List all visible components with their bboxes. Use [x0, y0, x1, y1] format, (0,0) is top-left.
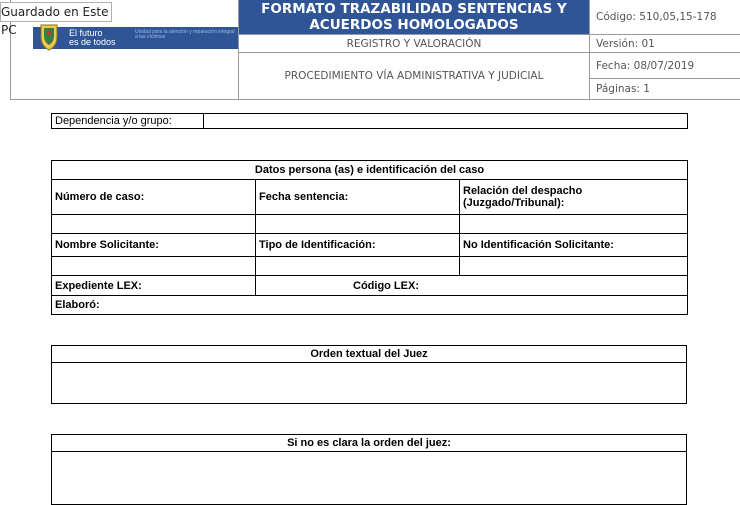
- numero-caso-label: Número de caso:: [52, 180, 256, 214]
- date-cell: Fecha: 08/07/2019: [590, 53, 740, 79]
- document-header: [10, 0, 740, 100]
- orden-no-clara-field[interactable]: [52, 452, 687, 505]
- dependencia-field[interactable]: [204, 114, 688, 129]
- orden-textual-table: [51, 345, 687, 404]
- dependencia-table: [51, 113, 688, 129]
- relacion-despacho-label: Relación del despacho (Juzgado/Tribunal):: [460, 180, 688, 214]
- title-line2: ACUERDOS HOMOLOGADOS: [239, 17, 589, 33]
- dependencia-label: Dependencia y/o grupo:: [52, 114, 204, 129]
- nombre-solicitante-label: Nombre Solicitante:: [52, 233, 256, 256]
- no-identificacion-field[interactable]: [460, 257, 688, 276]
- logo-small-text: Unidad para la atención y reparación integral a las víctimas: [135, 30, 235, 40]
- orden-textual-title: Orden textual del Juez: [52, 346, 687, 363]
- orden-no-clara-table: [51, 434, 687, 505]
- elaboro-label: Elaboró:: [52, 295, 688, 314]
- orden-textual-field[interactable]: [52, 363, 687, 404]
- relacion-despacho-field[interactable]: [460, 214, 688, 233]
- orden-no-clara-title: Si no es clara la orden del juez:: [52, 435, 687, 452]
- fecha-sentencia-field[interactable]: [256, 214, 460, 233]
- case-data-table: [51, 160, 688, 315]
- saved-notification: Guardado en Este PC: [0, 2, 112, 22]
- document-title: [239, 0, 590, 35]
- tipo-identificacion-field[interactable]: [256, 257, 460, 276]
- victims-unit-logo: [33, 27, 238, 49]
- tipo-identificacion-label: Tipo de Identificación:: [256, 233, 460, 256]
- pages-cell: Páginas: 1: [590, 79, 740, 100]
- title-line1: FORMATO TRAZABILIDAD SENTENCIAS Y: [239, 1, 589, 17]
- codigo-lex-label: Código LEX:: [256, 276, 688, 295]
- no-identificacion-label: No Identificación Solicitante:: [460, 233, 688, 256]
- coat-of-arms-icon: [37, 23, 61, 51]
- logo-line2: es de todos: [69, 38, 116, 47]
- expediente-lex-label: Expediente LEX:: [52, 276, 256, 295]
- logo-line1: El futuro: [69, 29, 116, 38]
- numero-caso-field[interactable]: [52, 214, 256, 233]
- fecha-sentencia-label: Fecha sentencia:: [256, 180, 460, 214]
- subtitle-cell: REGISTRO Y VALORACIÓN: [239, 35, 590, 53]
- case-data-title: Datos persona (as) e identificación del caso: [52, 161, 688, 180]
- code-cell: Código: 510,05,15-178: [590, 0, 740, 35]
- version-cell: Versión: 01: [590, 35, 740, 53]
- nombre-solicitante-field[interactable]: [52, 257, 256, 276]
- procedure-cell: PROCEDIMIENTO VÍA ADMINISTRATIVA Y JUDICIAL: [239, 53, 590, 100]
